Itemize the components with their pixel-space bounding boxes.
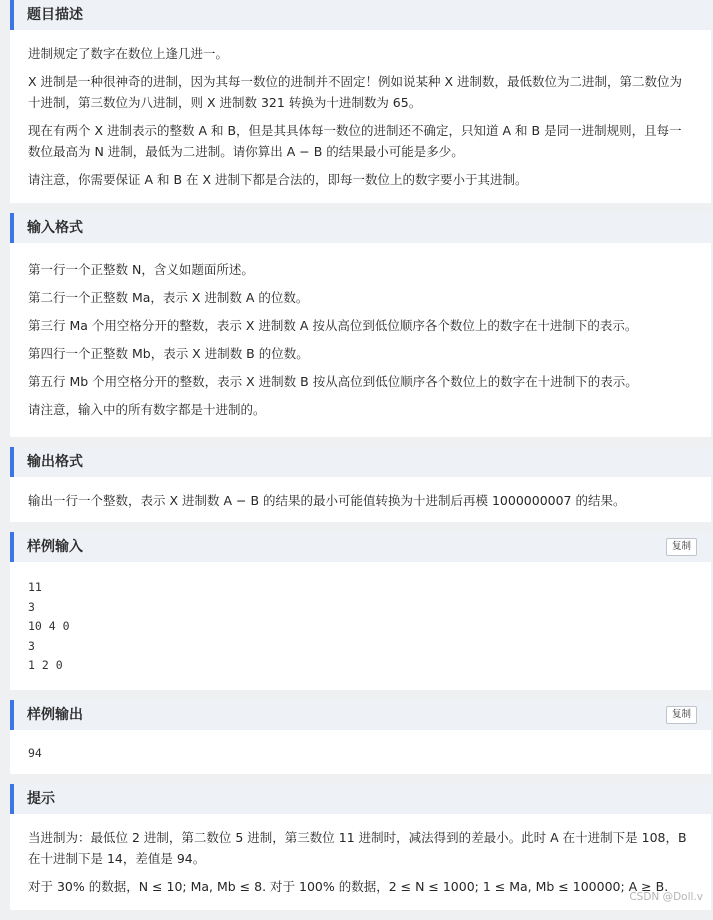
sample-output-section bbox=[10, 700, 711, 775]
input-format-body bbox=[10, 243, 711, 437]
output-format-body bbox=[10, 477, 711, 522]
hint-paragraph: 当进制为：最低位 2 进制，第二数位 5 进制，第三数位 11 进制时，减法得到的差最小。此时 A 在十进制下是 108，B 在十进制下是 14，差值是 94。 bbox=[28, 830, 687, 866]
description-header: 题目描述 bbox=[10, 0, 711, 30]
sample-output-code bbox=[10, 730, 711, 775]
sample-input-section bbox=[10, 532, 711, 690]
input-format-line: 第二行一个正整数 Ma，表示 X 进制数 A 的位数。 bbox=[28, 290, 309, 305]
description-body bbox=[10, 30, 711, 203]
hint-paragraph: 对于 30% 的数据，N ≤ 10; Ma, Mb ≤ 8. 对于 100% 的数据，2 ≤ N ≤ 1000; 1 ≤ Ma, Mb ≤ 100000; A ≥ B. bbox=[28, 879, 669, 894]
description-paragraph: 进制规定了数字在数位上逢几进一。 bbox=[28, 46, 229, 61]
copy-sample-input-button[interactable]: 复制 bbox=[666, 538, 697, 556]
sample-output-title: 样例输出 bbox=[27, 706, 83, 723]
problem-page bbox=[10, 0, 711, 920]
hint-body bbox=[10, 814, 711, 910]
sample-input-header bbox=[10, 532, 711, 562]
input-format-line: 第五行 Mb 个用空格分开的整数，表示 X 进制数 B 按从高位到低位顺序各个数位上的数字在十进制下的表示。 bbox=[28, 374, 638, 389]
input-format-line: 第四行一个正整数 Mb，表示 X 进制数 B 的位数。 bbox=[28, 346, 309, 361]
output-format-section bbox=[10, 447, 711, 522]
copy-sample-output-button[interactable]: 复制 bbox=[666, 706, 697, 724]
hint-section bbox=[10, 784, 711, 910]
description-paragraph: 请注意，你需要保证 A 和 B 在 X 进制下都是合法的，即每一数位上的数字要小于其进制。 bbox=[28, 172, 528, 187]
hint-header: 提示 bbox=[10, 784, 711, 814]
sample-input-line: 1 2 0 bbox=[28, 658, 63, 672]
sample-input-title: 样例输入 bbox=[27, 539, 83, 555]
description-paragraph: X 进制是一种很神奇的进制，因为其每一数位的进制并不固定！例如说某种 X 进制数，最低数位为二进制，第二数位为十进制，第三数位为八进制，则 X 进制数 321 转换为十进制数为 65。 bbox=[28, 74, 683, 110]
description-paragraph: 现在有两个 X 进制表示的整数 A 和 B，但是其具体每一数位的进制还不确定，只知道 A 和 B 是同一进制规则，且每一数位最高为 N 进制，最低为二进制。请你算出 A − B 的结果最小可能是多少。 bbox=[28, 123, 682, 159]
sample-input-line: 3 bbox=[28, 638, 35, 653]
description-section bbox=[10, 0, 711, 203]
output-format-header: 输出格式 bbox=[10, 447, 711, 477]
sample-input-line: 3 bbox=[28, 599, 35, 614]
csdn-watermark: CSDN @Doll.v bbox=[629, 891, 703, 903]
input-format-line: 请注意，输入中的所有数字都是十进制的。 bbox=[28, 402, 266, 417]
sample-output-line: 94 bbox=[28, 745, 42, 760]
input-format-line: 第三行 Ma 个用空格分开的整数，表示 X 进制数 A 按从高位到低位顺序各个数位上的数字在十进制下的表示。 bbox=[28, 318, 638, 333]
sample-input-code bbox=[10, 562, 711, 690]
input-format-section bbox=[10, 213, 711, 437]
sample-input-line: 10 4 0 bbox=[28, 619, 70, 633]
input-format-header: 输入格式 bbox=[10, 213, 711, 243]
sample-output-header bbox=[10, 700, 711, 730]
sample-input-line: 11 bbox=[28, 580, 42, 594]
output-format-text: 输出一行一个整数，表示 X 进制数 A − B 的结果的最小可能值转换为十进制后再模 1000000007 的结果。 bbox=[28, 493, 626, 508]
input-format-line: 第一行一个正整数 N，含义如题面所述。 bbox=[28, 262, 254, 277]
